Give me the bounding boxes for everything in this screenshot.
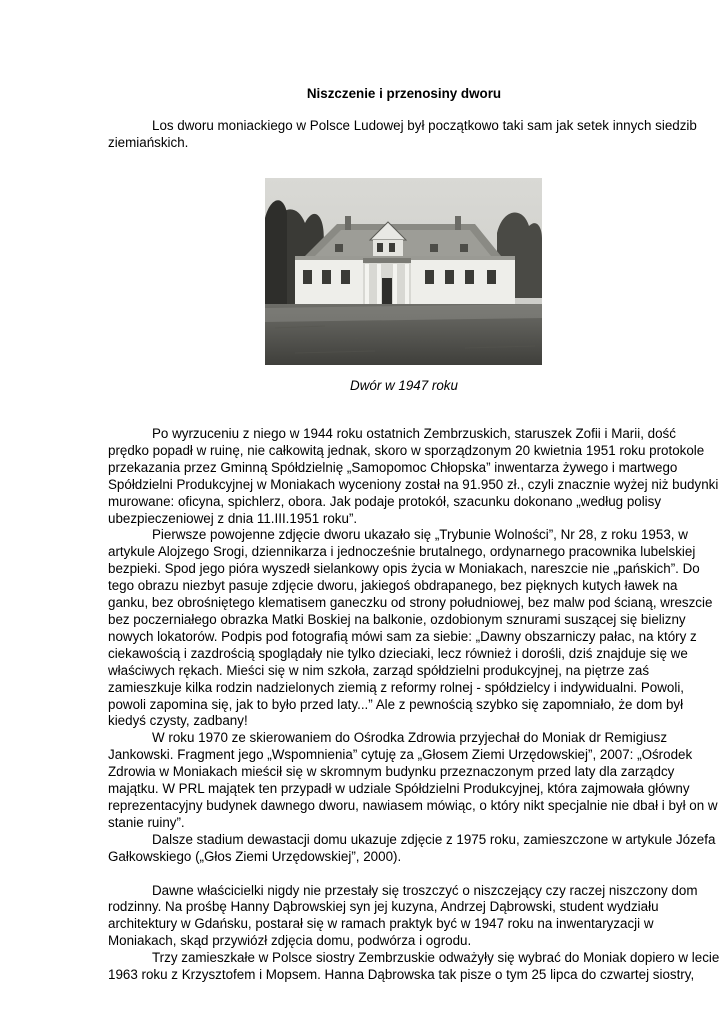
paragraph-text: Dalsze stadium dewastacji domu ukazuje zdjęcie z 1975 roku, zamieszczone w artykule Józefa Gałkowskiego („Głos Ziemi Urzędowskiej”, 2000).	[108, 831, 716, 864]
paragraph	[108, 527, 720, 730]
document-title: Niszczenie i przenosiny dworu	[306, 86, 502, 101]
paragraph-text: Po wyrzuceniu z niego w 1944 roku ostatnich Zembrzuskich, staruszek Zofii i Marii, dość prędko popadł w ruinę, nie całkowitą jednak, skoro w sporządzonym 20 kwietnia 1951 roku protokole przekazania przez Gminną Spółdzielnię „Samopomoc Chłopska” inwentarza żywego i martwego Spółdzielni Produkcyjnej w Moniakach wyceniony został na 91.950 zł., czyli znacznie wyżej niż budynki murowane: oficyna, spichlerz, obora. Jak podaje protokół, szacunku dokonano „według polisy ubezpieczeniowej z dnia 11.III.1951 roku”.	[108, 426, 719, 526]
paragraph-gap	[108, 866, 720, 883]
paragraph	[108, 426, 720, 527]
paragraph	[108, 950, 720, 984]
paragraph	[108, 832, 720, 866]
photo-caption: Dwór w 1947 roku	[350, 378, 458, 393]
paragraph-text: Pierwsze powojenne zdjęcie dworu ukazało się „Trybunie Wolności”, Nr 28, z roku 1953, w artykule Alojzego Srogi, dziennikarza i jednocześnie brutalnego, ordynarnego pracownika lubelskiej bezpieki. Spod jego pióra wyszedł sielankowy opis życia w Moniakach, nareszcie nie „pańskich”. Do tego obrazu niezbyt pasuje zdjęcie dworu, jakiegoś obdrapanego, bez pięknych kutych ławek na ganku, bez obrośniętego klematisem ganeczku od strony południowej, bez malw pod ścianą, wreszcie bez poczerniałego obrazka Matki Boskiej na balkonie, ozdobionym sznurami suszącej się bielizny nowych lokatorów. Podpis pod fotografią mówi sam za siebie: „Dawny obszarniczy pałac, na który z ciekawością i zazdrością spoglądały nie tylko dzieciaki, lecz również i dorośli, dziś znajduje się we właściwych rękach. Mieści się w nim szkoła, zarząd spółdzielni produkcyjnej, na piętrze zaś zamieszkuje kilka rodzin nadzielonych ziemią z reformy rolnej - spółdzielcy i indywidualni. Powoli, powoli zapomina się, jak to było przed laty...” Ale z pewnością szybko się zapomniało, że dom był kiedyś czysty, zadbany!	[108, 527, 713, 729]
document-body	[108, 426, 720, 984]
paragraph-text: Trzy zamieszkałe w Polsce siostry Zembrzuskie odważyły się wybrać do Moniak dopiero w lecie 1963 roku z Krzysztofem i Mopsem. Hanna Dąbrowska tak pisze o tym 25 lipca do czwartej siostry,	[108, 950, 720, 983]
intro-text: Los dworu moniackiego w Polsce Ludowej był początkowo taki sam jak setek innych siedzib ziemiańskich.	[108, 118, 697, 150]
paragraph	[108, 883, 720, 951]
intro-paragraph	[108, 118, 720, 152]
manor-house-photo	[265, 178, 542, 365]
paragraph	[108, 730, 720, 831]
paragraph-text: W roku 1970 ze skierowaniem do Ośrodka Zdrowia przyjechał do Moniak dr Remigiusz Jankowski. Fragment jego „Wspomnienia” cytuję za „Głosem Ziemi Urzędowskiej”, 2007: „Ośrodek Zdrowia w Moniakach mieścił się w skromnym budynku przeznaczonym przed laty dla zarządcy majątku. W PRL majątek ten przypadł w udziale Spółdzielni Produkcyjnej, która zajmowała główny reprezentacyjny budynek dawnego dworu, nawiasem mówiąc, o który nikt specjalnie nie dbał i był on w stanie ruiny”.	[108, 730, 718, 830]
paragraph-text: Dawne właścicielki nigdy nie przestały się troszczyć o niszczejący czy raczej niszczony dom rodzinny. Na prośbę Hanny Dąbrowskiej syn jej kuzyna, Andrzej Dąbrowski, student wydziału architektury w Gdańsku, postarał się w ramach praktyk być w 1947 roku na inwentaryzacji w Moniakach, skąd przywiózł zdjęcia domu, podwórza i ogrodu.	[108, 882, 698, 949]
